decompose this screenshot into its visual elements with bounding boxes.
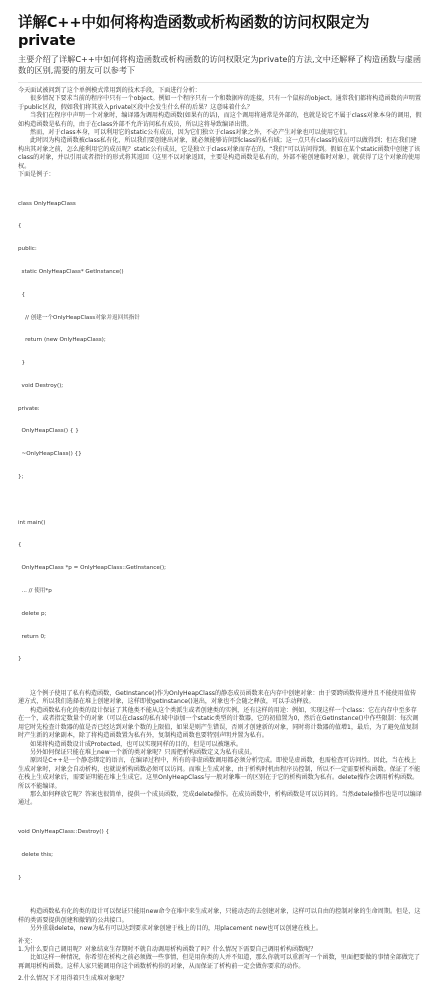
code-line: }: [18, 360, 26, 367]
paragraph: 如果将构造函数设计成Protected，也可以实现同样的目的，但是可以被继承。: [30, 740, 242, 748]
article-body-mid: [18, 683, 422, 808]
code-line: return (new OnlyHeapClass);: [18, 337, 106, 344]
code-line: ~OnlyHeapClass() {}: [18, 451, 82, 458]
article-body: [18, 87, 422, 179]
code-line: {: [18, 542, 22, 549]
code-line: OnlyHeapClass() { }: [18, 428, 79, 435]
code-line: private:: [18, 405, 40, 412]
paragraph: 构造函数私有化的类的设计可以保证只能用new命令在堆中来生成对象，只能动态的去创建对象，这样可以自由的控制对象的生命周期。但是，这样的类需要提供创建和撤销的公共接口。: [18, 908, 421, 924]
answer: 比如这样一种情况，你希望在析构之前必须做一些事情，但是用你类的人并不知道，那么你就可以重新写一个函数，里面把要做的事情全部做完了再调用析构函数。这样人家只能调用你这个函数析构你的对象，从而保证了析构前一定会做你要求的动作。: [18, 954, 420, 970]
article-body-end: [18, 901, 422, 983]
code-line: return 0;: [18, 633, 46, 640]
paragraph: 原因是C++是一个静态绑定的语言，在编译过程中，所有的非虚函数调用都必须分析完成。即使是虚函数，也需检查可访问性。因此，当在栈上生成对象时，对象会自动析构，也就说析构函数必须可以访问。而堆上生成对象，由于析构时机由程序员控制，所以不一定需要析构函数。保证了不能在栈上生成对象后，需要证明能在堆上生成它。这里OnlyHeapClass与一般对象唯一的区别在于它的析构函数为私有。delete操作会调用析构函数。所以不能编译。: [18, 757, 421, 790]
code-line: ... // 使用*p: [18, 587, 52, 594]
code-line: public:: [18, 246, 37, 253]
code-line: void OnlyHeapClass::Destroy() {: [18, 828, 110, 835]
paragraph: 当我们在程序中声明一个对象时，编译器为调用构造函数(如果有的话)，而这个调用将通常是外部的，也就是说它不属于class对象本身的调用，假如构造函数是私有的，由于在class外部不允许访问私有成员，所以这将导致编译出错。: [18, 112, 422, 128]
code-line: static OnlyHeapClass* GetInstance(): [18, 269, 124, 275]
paragraph: 很多情况下要求当前的程序中只有一个object。例如一个程序只有一个和数据库的连接，只有一个鼠标的object。通常我们都将构造函数的声明置于public区段，假如我们将其放入private区段中会发生什么样的后果？这意味着什么？: [18, 95, 421, 111]
code-line: void Destroy();: [18, 382, 64, 389]
question: 2.什么情况下才用得着只生成堆对象呢？: [18, 975, 128, 983]
code-block-2: [18, 814, 422, 898]
code-line: // 创建一个OnlyHeapClass对象并返回其指针: [18, 314, 140, 321]
code-line: delete p;: [18, 610, 47, 617]
code-line: [18, 497, 422, 505]
paragraph: 另外如何保证只能在堆上new一个新的类对象呢？只需把析构函数定义为私有成员。: [30, 748, 256, 756]
supplement-label: 补充：: [18, 937, 37, 945]
paragraph: 这个例子使用了私有构造函数，GetInstance()作为OnlyHeapClass的静态成员函数来在内存中创建对象：由于要跨函数传递并且不能使用值传递方式，所以我们选择在堆上创建对象，这样即使getInstance()退出，对象也不会随之释放，可以手动释放。: [18, 690, 417, 706]
code-block-1: [18, 185, 422, 679]
code-line: {: [18, 291, 26, 298]
paragraph: 然而，对于class本身，可以利用它的static公有成员，因为它们独立于class对象之外，不必产生对象也可以使用它们。: [30, 129, 352, 137]
question: 1.为什么要自己调用呢？对象结束生存期时不就自动调用析构函数了吗？什么情况下需要自己调用析构函数呢？: [18, 945, 317, 953]
paragraph: 另外重载delete，new为私有可以达到要求对象创建于栈上的目的，用placement new也可以创建在栈上。: [30, 925, 322, 933]
code-line: delete this;: [18, 851, 54, 858]
article-summary: 主要介绍了详解C++中如何将构造函数或析构函数的访问权限定为private的方法,文中还解释了构造函数与虚函数的区别,需要的朋友可以参考下: [18, 54, 422, 75]
code-line: OnlyHeapClass *p = OnlyHeapClass::GetInstance();: [18, 565, 167, 572]
paragraph: 下面是例子：: [18, 171, 55, 179]
code-line: }: [18, 874, 22, 881]
code-line: class OnlyHeapClass: [18, 200, 76, 207]
paragraph: 那么如何释放它呢？答案也很简单，提供一个成员函数，完成delete操作。在成员函数中，析构函数是可以访问的。当然detele操作也是可以编译通过。: [18, 790, 422, 807]
code-line: {: [18, 223, 22, 230]
code-line: }: [18, 656, 22, 663]
article-title: 详解C++中如何将构造函数或析构函数的访问权限定为private: [18, 14, 370, 49]
code-line: int main(): [18, 519, 46, 526]
paragraph: 此时因为构造函数被class私有化，所以我们要创建出对象，就必须能够访问到class的私有域；这一点只有class的成员可以做得到；但在我们建构出其对象之前，怎么能利用它的成员呢？static公有成员，它是独立于class对象而存在的，“我们”可以访问得到。假如在某个static函数中创建了该class的对象，并以引用或者指针的形式将其返回（这里不以对象返回，主要是构造函数是私有的，外部不能创建临时对象），就获得了这个对象的使用权。: [18, 137, 421, 170]
code-line: };: [18, 474, 24, 481]
paragraph: 构造函数私有化的类的设计保证了其他类不能从这个类派生或者创建类的实例，还有这样的用途：例如，实现这样一个class：它在内存中至多存在一个，或者指定数量个的对象（可以在class的私有域中添加一个static类型的计数器，它的初值置为0，然后在GetInstance()中作些限制：每次调用它时先检查计数器的值是否已经达到对象个数的上限值，如果是则产生错误，否则才创建新的对象，同时将计数器的值增1，最后，为了避免值复制时产生新的对象副本，除了将构造函数置为私有外，复制构造函数也要特别声明并置为私有。: [18, 706, 419, 740]
paragraph: 今天面试被问到了这个单例模式常用到的技术手段，下面进行分析：: [18, 87, 201, 94]
divider: [18, 82, 422, 83]
